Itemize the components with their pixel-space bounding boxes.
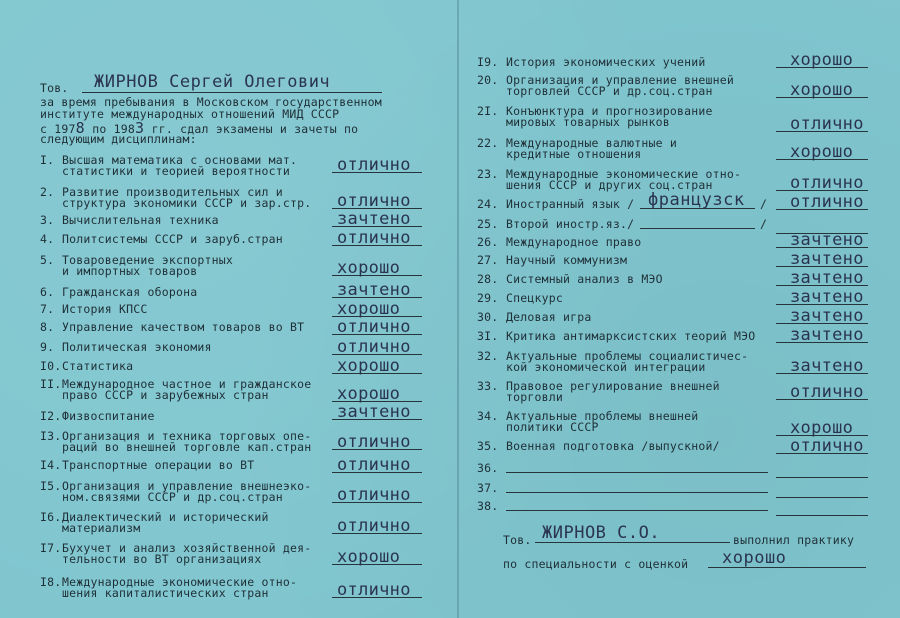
practice-tov-label: Тов.	[503, 533, 532, 547]
right-blank-line	[506, 472, 768, 473]
left-subject-text: ном.связями СССР и др.соц.стран	[62, 490, 283, 504]
right-grade-underline	[776, 97, 868, 98]
right-subject-grade: отлично	[790, 114, 864, 134]
right-subject-grade: зачтено	[790, 356, 864, 376]
right-subject-grade: отлично	[790, 382, 864, 402]
left-grade-underline	[332, 172, 422, 173]
left-subject-text: право СССР и зарубежных стран	[62, 388, 269, 402]
right-grade-underline	[776, 515, 868, 516]
intro-line-2: институте международных отношений МИД СССР	[40, 107, 340, 121]
left-subject-text: и импортных товаров	[62, 264, 198, 278]
left-subject-number: I5.	[40, 479, 62, 493]
right-subject-grade: зачтено	[790, 249, 864, 269]
right-subject-number: 22.	[477, 136, 499, 150]
right-subject-text: политики СССР	[506, 420, 599, 434]
intro-line-1: за время пребывания в Московском государственном	[40, 95, 382, 109]
right-subject-text: Военная подготовка /выпускной/	[506, 439, 720, 453]
left-grade-underline	[332, 449, 422, 450]
left-subject-number: I8.	[40, 575, 62, 589]
left-subject-number: 3.	[40, 213, 55, 227]
right-grade-underline	[776, 477, 868, 478]
left-subject-number: 7.	[40, 302, 55, 316]
name-underline	[82, 92, 382, 93]
left-subject-text: Политсистемы СССР и заруб.стран	[62, 232, 283, 246]
left-subject-text: Бухучет и анализ хозяйственной дея-	[62, 541, 312, 555]
right-grade-underline	[776, 453, 868, 454]
left-subject-grade: хорошо	[337, 547, 401, 567]
left-subject-number: I7.	[40, 541, 62, 555]
right-subject-number: 3I.	[477, 329, 499, 343]
left-grade-underline	[332, 597, 422, 598]
left-subject-text: Международные экономические отно-	[62, 575, 298, 589]
right-subject-number: 36.	[477, 461, 499, 475]
right-language-slash: /	[760, 217, 768, 231]
left-subject-number: 6.	[40, 285, 55, 299]
right-subject-grade: зачтено	[790, 287, 864, 307]
left-subject-number: 2.	[40, 185, 55, 199]
fold-line	[457, 0, 459, 618]
left-subject-text: История КПСС	[62, 302, 148, 316]
right-grade-underline	[776, 399, 868, 400]
left-subject-grade: отлично	[337, 317, 411, 337]
right-subject-number: 34.	[477, 409, 499, 423]
practice-text-1: выполнил практику	[733, 533, 855, 547]
left-subject-text: Управление качеством товаров во ВТ	[62, 320, 305, 334]
left-grade-underline	[332, 502, 422, 503]
right-subject-text: кредитные отношения	[506, 147, 642, 161]
left-subject-grade: зачтено	[337, 402, 411, 422]
right-subject-grade: отлично	[790, 436, 864, 456]
right-subject-grade: зачтено	[790, 230, 864, 250]
right-grade-underline	[776, 373, 868, 374]
right-subject-number: 2I.	[477, 104, 499, 118]
right-subject-text: кой экономической интеграции	[506, 360, 706, 374]
right-subject-number: 24.	[477, 197, 499, 211]
right-subject-number: 23.	[477, 167, 499, 181]
right-subject-text: Конъюнктура и прогнозирование	[506, 104, 713, 118]
left-subject-text: раций во внешней торговле кап.стран	[62, 440, 312, 454]
right-subject-text: Международные валютные и	[506, 136, 677, 150]
right-subject-text: История экономических учений	[506, 55, 706, 69]
right-blank-line	[506, 510, 768, 511]
right-grade-underline	[776, 67, 868, 68]
left-subject-number: I3.	[40, 429, 62, 443]
left-grade-underline	[332, 564, 422, 565]
tov-label: Тов.	[40, 81, 69, 95]
left-grade-underline	[332, 245, 422, 246]
right-language-underline	[640, 208, 755, 209]
right-grade-underline	[776, 497, 868, 498]
left-grade-underline	[332, 472, 422, 473]
right-subject-number: I9.	[477, 55, 499, 69]
year-to: 3	[135, 119, 145, 137]
right-subject-number: 32.	[477, 349, 499, 363]
right-subject-text: Второй иностр.яз./	[506, 217, 635, 231]
right-subject-grade: хорошо	[790, 50, 854, 70]
left-subject-grade: отлично	[337, 485, 411, 505]
left-subject-grade: отлично	[337, 432, 411, 452]
right-subject-text: шения СССР и других соц.стран	[506, 178, 713, 192]
left-subject-text: Физвоспитание	[62, 409, 155, 423]
right-subject-text: Научный коммунизм	[506, 253, 628, 267]
right-grade-underline	[776, 304, 868, 305]
right-subject-text: Организация и управление внешней	[506, 73, 734, 87]
left-subject-grade: отлично	[337, 191, 411, 211]
right-subject-grade: хорошо	[790, 80, 854, 100]
right-grade-underline	[776, 209, 868, 210]
right-grade-underline	[776, 131, 868, 132]
left-grade-underline	[332, 354, 422, 355]
left-subject-text: Транспортные операции во ВТ	[62, 458, 255, 472]
right-subject-text: Системный анализ в МЭО	[506, 272, 663, 286]
practice-grade-underline	[708, 567, 866, 568]
left-grade-underline	[332, 533, 422, 534]
left-subject-text: тельности во ВТ организациях	[62, 552, 262, 566]
right-subject-grade: отлично	[790, 173, 864, 193]
right-subject-text: Деловая игра	[506, 310, 592, 324]
left-subject-text: Организация и техника торговых опе-	[62, 429, 312, 443]
right-grade-underline	[776, 342, 868, 343]
right-subject-text: Международные экономические отно-	[506, 167, 742, 181]
right-language-value: французск	[648, 190, 745, 210]
right-grade-underline	[776, 266, 868, 267]
left-subject-text: шения капиталистических стран	[62, 586, 269, 600]
right-subject-number: 25.	[477, 217, 499, 231]
right-subject-number: 37.	[477, 481, 499, 495]
left-grade-underline	[332, 275, 422, 276]
year-from: 8	[75, 119, 86, 137]
right-subject-number: 33.	[477, 379, 499, 393]
left-subject-grade: хорошо	[337, 356, 401, 376]
right-grade-underline	[776, 159, 868, 160]
left-subject-grade: зачтено	[337, 209, 411, 229]
left-subject-grade: хорошо	[337, 299, 401, 319]
left-grade-underline	[332, 226, 422, 227]
right-subject-grade: зачтено	[790, 325, 864, 345]
left-subject-text: Статистика	[62, 359, 134, 373]
right-subject-number: 29.	[477, 291, 499, 305]
right-grade-underline	[776, 190, 868, 191]
left-subject-number: 4.	[40, 232, 55, 246]
intro-line-4: следующим дисциплинам:	[40, 132, 197, 146]
right-subject-text: Правовое регулирование внешней	[506, 379, 720, 393]
right-subject-number: 38.	[477, 499, 499, 513]
left-subject-number: I0.	[40, 359, 62, 373]
intro-line-3-b: по 198	[92, 122, 136, 136]
right-subject-text: Актуальные проблемы социалистичес-	[506, 349, 749, 363]
right-subject-text: мировых товарных рынков	[506, 115, 670, 129]
right-subject-grade: хорошо	[790, 418, 854, 438]
left-subject-number: I4.	[40, 458, 62, 472]
left-grade-underline	[332, 373, 422, 374]
left-subject-text: материализм	[62, 521, 141, 535]
left-subject-number: 9.	[40, 340, 55, 354]
right-blank-line	[506, 492, 768, 493]
practice-grade: хорошо	[722, 548, 787, 568]
practice-text-2: по специальности с оценкой	[503, 557, 689, 571]
practice-name: ЖИРНОВ С.О.	[542, 523, 661, 543]
left-subject-text: Международное частное и гражданское	[62, 377, 312, 391]
right-subject-text: Актуальные проблемы внешней	[506, 409, 699, 423]
right-subject-text: торговлей СССР и др.соц.стран	[506, 84, 713, 98]
left-subject-text: статистики и теорией вероятности	[62, 164, 290, 178]
right-subject-number: 30.	[477, 310, 499, 324]
left-subject-text: Развитие производительных сил и	[62, 185, 283, 199]
left-subject-grade: отлично	[337, 228, 411, 248]
left-subject-grade: отлично	[337, 580, 411, 600]
right-subject-text: Критика антимарксистских теорий МЭО	[506, 329, 756, 343]
right-subject-text: Международное право	[506, 235, 642, 249]
right-grade-underline	[776, 247, 868, 248]
left-grade-underline	[332, 419, 422, 420]
left-subject-grade: отлично	[337, 516, 411, 536]
left-subject-text: Политическая экономия	[62, 340, 212, 354]
right-subject-grade: зачтено	[790, 306, 864, 326]
right-grade-underline	[776, 285, 868, 286]
left-subject-grade: зачтено	[337, 280, 411, 300]
left-subject-number: II.	[40, 377, 62, 391]
student-name: ЖИРНОВ Сергей Олегович	[94, 72, 331, 92]
left-subject-number: I6.	[40, 510, 62, 524]
left-subject-text: Вычислительная техника	[62, 213, 219, 227]
left-subject-number: 5.	[40, 253, 55, 267]
right-subject-grade: отлично	[790, 192, 864, 212]
left-subject-grade: хорошо	[337, 258, 401, 278]
right-subject-number: 28.	[477, 272, 499, 286]
right-subject-grade: зачтено	[790, 268, 864, 288]
right-subject-text: Иностранный язык /	[506, 197, 635, 211]
left-subject-grade: хорошо	[337, 384, 401, 404]
right-subject-grade: хорошо	[790, 142, 854, 162]
intro-line-3-a: с 197	[40, 122, 76, 136]
right-grade-underline	[776, 323, 868, 324]
left-subject-grade: отлично	[337, 337, 411, 357]
left-subject-grade: отлично	[337, 455, 411, 475]
right-subject-text: Спецкурс	[506, 291, 563, 305]
right-language-slash: /	[760, 197, 768, 211]
left-subject-grade: отлично	[337, 155, 411, 175]
left-subject-number: I.	[40, 153, 55, 167]
right-subject-number: 35.	[477, 439, 499, 453]
left-subject-text: Товароведение экспортных	[62, 253, 233, 267]
left-subject-text: Организация и управление внешнеэко-	[62, 479, 312, 493]
left-subject-text: Диалектический и исторический	[62, 510, 269, 524]
right-subject-text: торговли	[506, 390, 563, 404]
right-subject-number: 27.	[477, 253, 499, 267]
left-subject-number: 8.	[40, 320, 55, 334]
left-grade-underline	[332, 297, 422, 298]
left-subject-text: Высшая математика с основами мат.	[62, 153, 298, 167]
intro-line-3-c: гг. сдал экзамены и зачеты по	[151, 122, 359, 136]
practice-name-underline	[535, 542, 730, 543]
left-grade-underline	[332, 334, 422, 335]
right-subject-number: 26.	[477, 235, 499, 249]
right-language-underline	[640, 228, 755, 229]
right-subject-number: 20.	[477, 73, 499, 87]
left-subject-text: Гражданская оборона	[62, 285, 198, 299]
left-subject-number: I2.	[40, 409, 62, 423]
left-subject-text: структура экономики СССР и зар.стр.	[62, 196, 312, 210]
